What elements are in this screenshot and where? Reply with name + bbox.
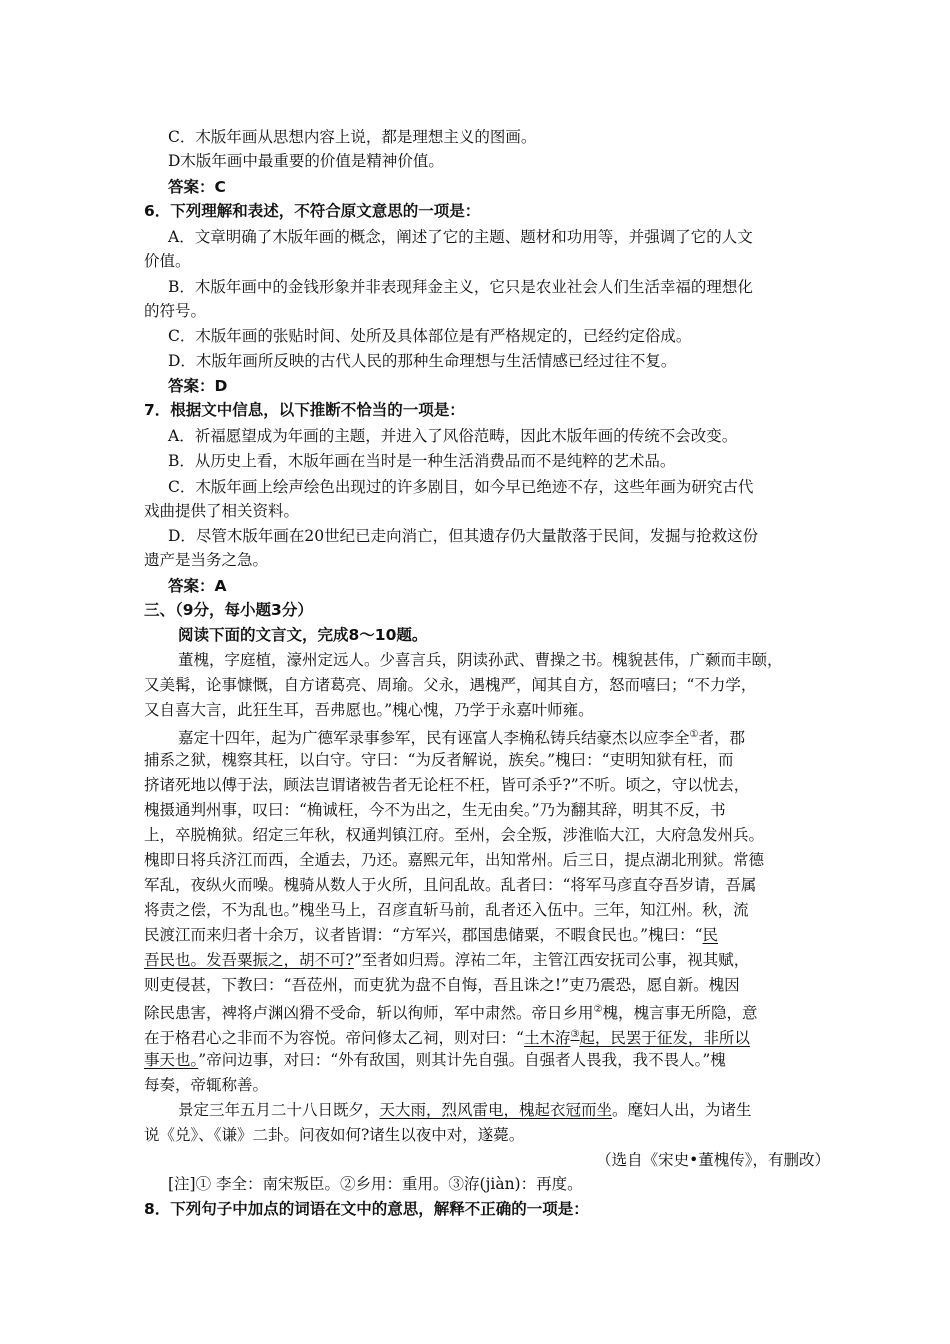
passage-p2-line8: 将责之偿，不为乱也。”槐坐马上，召彦直斩马前，乱者还入伍中。三年，知江州。秋，流	[144, 901, 749, 919]
q7-option-a: A．祈福愿望成为年画的主题，并进入了风俗范畴，因此木版年画的传统不会改变。	[168, 427, 738, 445]
q6-option-b-line2: 的符号。	[144, 302, 207, 320]
underlined-sentence-3: 天大雨，烈风雷电，槐起衣冠而坐	[379, 1101, 613, 1119]
passage-p1-line2: 又美髯，论事慷慨，自方诸葛亮、周瑜。父永，遇槐严，闻其自方，怒而嘻曰；“不力学，	[144, 676, 757, 694]
q7-answer: 答案：A	[168, 577, 227, 595]
q7-option-d-line2: 遗产是当务之急。	[144, 551, 269, 569]
passage-p2-line3: 挤诸死地以傅于法，顾法岂谓诸被告者无论枉不枉，皆可杀乎?”不听。顷之，守以忧去，	[144, 776, 750, 794]
passage-p2-line11: 则吏侵甚，下教曰：“吾莅州，而吏犹为盘不自悔，吾且诛之!”吏乃震恐，愿自新。槐因	[144, 976, 740, 994]
passage-p2-line15: 每奏，帝辄称善。	[144, 1076, 269, 1094]
section-3-heading: 三、（9分，每小题3分）	[144, 601, 313, 619]
passage-p2-line14	[144, 1050, 726, 1070]
passage-p1-line3: 又自喜大言，此狂生耳，吾弗愿也。”槐心愧，乃学于永嘉叶师雍。	[144, 701, 594, 719]
passage-p2-line4: 槐摄通判州事，叹曰：“桷诚枉，今不为出之，生无由矣。”乃为翻其辞，明其不反，书	[144, 801, 726, 819]
underlined-sentence-1-start: 民	[702, 926, 719, 944]
passage-p1-line1: 董槐，字庭植，濠州定远人。少喜言兵，阴读孙武、曹操之书。槐貌甚伟，广颡而丰颐，	[178, 651, 783, 669]
underlined-sentence-1-end: 吾民也。发吾粟振之，胡不可?	[144, 951, 354, 969]
passage-notes: [注]① 李全：南宋叛臣。②乡用：重用。③洊(jiàn)：再度。	[168, 1175, 583, 1193]
note-marker-3: ③	[570, 1029, 580, 1040]
passage-p2-line1-tail: 者，郡	[698, 729, 745, 748]
passage-p2-line13	[144, 1025, 750, 1048]
q8-stem: 8．下列句子中加点的词语在文中的意思，解释不正确的一项是：	[144, 1200, 589, 1218]
q6-option-a-line2: 价值。	[144, 252, 191, 270]
q6-stem: 6．下列理解和表述，不符合原文意思的一项是：	[144, 202, 481, 220]
passage-p2-line5: 上，卒脱桷狱。绍定三年秋，权通判镇江府。至州，会全叛，涉淮临大江，大府急发州兵。	[144, 826, 765, 844]
passage-p3-line2: 说《兑》、《谦》二卦。问夜如何?诸生以夜中对，遂薨。	[144, 1126, 525, 1144]
passage-p2-line1-text: 嘉定十四年，起为广德军录事参军，民有诬富人李桷私铸兵结豪杰以应李全	[178, 729, 690, 748]
note-marker-2: ②	[593, 1004, 603, 1015]
q7-stem: 7．根据文中信息，以下推断不恰当的一项是：	[144, 401, 465, 419]
underlined-sentence-2-end: 事天也。	[144, 1051, 199, 1069]
note-marker-1: ①	[689, 729, 699, 740]
passage-p2-line13-text: 在于格君心之非而不为容悦。帝问修太乙祠，则对曰：“	[144, 1029, 524, 1048]
passage-p2-line6: 槐即日将兵济江而西，全遁去，乃还。嘉熙元年，出知常州。后三日，提点湖北刑狱。常德	[144, 851, 765, 869]
q7-option-c-line1: C．木版年画上绘声绘色出现过的许多剧目，如今早已绝迹不存，这些年画为研究古代	[168, 478, 754, 496]
passage-p2-line10	[144, 950, 749, 970]
passage-source: （选自《宋史•董槐传》，有删改）	[596, 1151, 830, 1169]
q6-option-b-line1: B．木版年画中的金钱形象并非表现拜金主义，它只是农业社会人们生活幸福的理想化	[168, 278, 753, 296]
q7-option-c-line2: 戏曲提供了相关资料。	[144, 502, 300, 520]
q6-answer: 答案：D	[168, 377, 228, 395]
passage-p2-line12-tail: 槐，槐言事无所隐，意	[602, 1004, 758, 1023]
q6-option-c: C．木版年画的张贴时间、处所及具体部位是有严格规定的，已经约定俗成。	[168, 327, 692, 345]
passage-p2-line14-text: ”帝问边事，对曰：“外有敌国，则其计先自强。自强者人畏我，我不畏人。”槐	[198, 1051, 726, 1069]
q6-option-a-line1: A．文章明确了木版年画的概念，阐述了它的主题、题材和功用等，并强调了它的人文	[168, 228, 753, 246]
passage-p2-line9	[144, 925, 718, 945]
passage-p3-line1-tail: 。麾妇人出，为诸生	[612, 1101, 752, 1119]
q5-option-c: C．木版年画从思想内容上说，都是理想主义的图画。	[168, 128, 537, 146]
q5-answer: 答案：C	[168, 178, 226, 196]
passage-p2-line12-text: 除民患害，裨将卢渊凶猾不受命，斩以徇师，军中肃然。帝日乡用	[144, 1004, 594, 1023]
passage-p2-line1	[178, 725, 745, 748]
q7-option-b: B．从历史上看，木版年画在当时是一种生活消费品而不是纯粹的艺术品。	[168, 452, 676, 470]
q6-option-d: D．木版年画所反映的古代人民的那种生命理想与生活情感已经过往不复。	[168, 352, 677, 370]
passage-p2-line7: 军乱，夜纵火而噪。槐骑从数人于火所，且问乱故。乱者曰：“将军马彦直夺吾岁请，吾属	[144, 876, 757, 894]
passage-p2-line12	[144, 1000, 758, 1023]
passage-p3-line1	[178, 1100, 752, 1120]
passage-p2-line2: 捕系之狱，槐察其枉，以白守。守曰：“为反者解说，族矣。”槐曰：“吏明知狱有枉，而	[144, 751, 734, 769]
q5-option-d: D木版年画中最重要的价值是精神价值。	[168, 152, 444, 170]
q7-option-d-line1: D．尽管木版年画在20世纪已走向消亡，但其遗存仍大量散落于民间，发掘与抢救这份	[168, 527, 759, 545]
section-3-instruction: 阅读下面的文言文，完成8～10题。	[178, 626, 428, 644]
passage-p2-line10-text: ”至者如归焉。淳祐二年，主管江西安抚司公事，视其赋，	[353, 951, 750, 969]
passage-p2-line9-text: 民渡江而来归者十余万，议者皆谓：“方军兴，郡国患储粟，不暇食民也。”槐曰：“	[144, 926, 703, 944]
underlined-sentence-2-mid: 起，民罢于征发，非所以	[579, 1029, 750, 1048]
passage-p3-line1-text: 景定三年五月二十八日既夕，	[178, 1101, 380, 1119]
underlined-sentence-2-start: 土木洊	[523, 1029, 571, 1048]
